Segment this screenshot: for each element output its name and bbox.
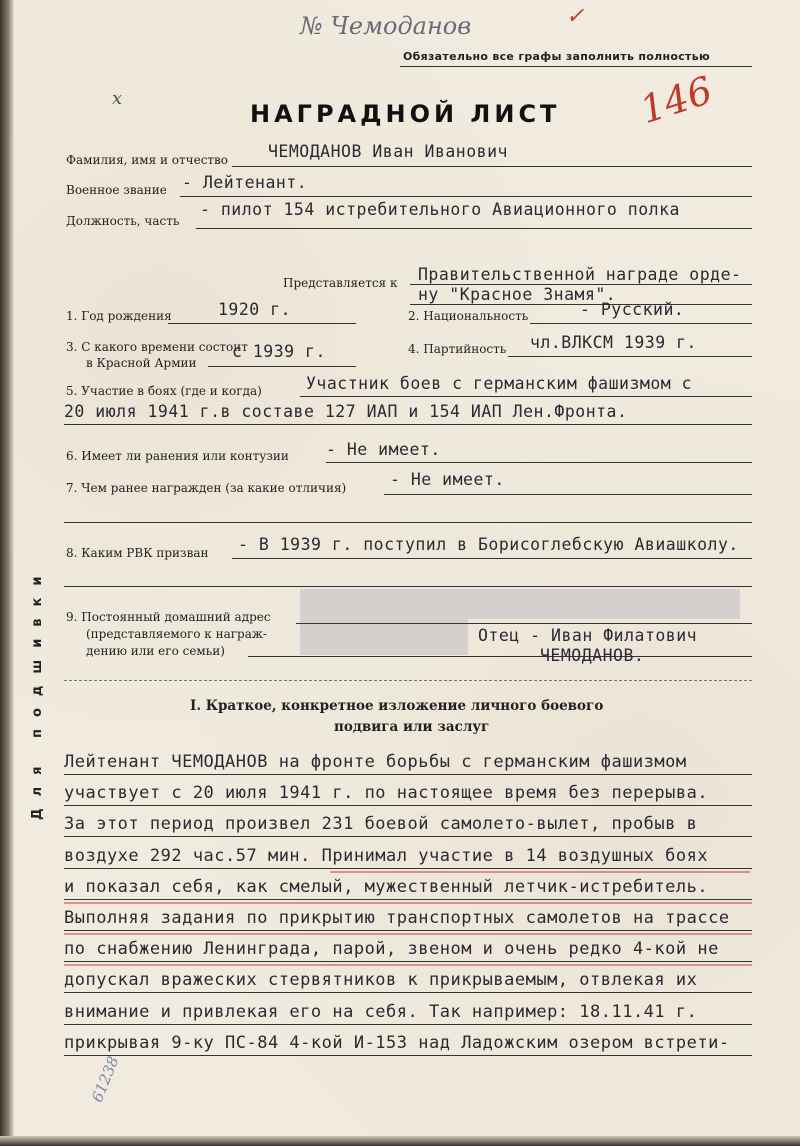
narrative-rule xyxy=(64,774,752,775)
battles-label: 5. Участие в боях (где и когда) xyxy=(66,384,262,398)
awards-value: - Не имеет. xyxy=(390,470,505,489)
position-line xyxy=(196,228,752,229)
party-value: чл.ВЛКСМ 1939 г. xyxy=(530,333,697,352)
narrative-line: внимание и привлекая его на себя. Так например: 18.11.41 г. xyxy=(64,1001,698,1022)
narrative-line: участвует с 20 июля 1941 г. по настоящее время без перерыва. xyxy=(64,783,709,804)
wounds-line xyxy=(326,462,752,463)
red-pencil-underline xyxy=(64,964,752,966)
archive-mark-x: x xyxy=(112,88,123,109)
red-check-mark: ✓ xyxy=(566,4,585,29)
rvk-line-1 xyxy=(232,558,752,559)
battles-line-1 xyxy=(300,396,752,397)
page-bottom-edge xyxy=(0,1136,800,1146)
rank-line xyxy=(180,196,752,197)
address-value-2: ЧЕМОДАНОВ. xyxy=(540,646,645,665)
binding-side-text: Для подшивки xyxy=(30,564,45,820)
battles-value-2: 20 июля 1941 г.в составе 127 ИАП и 154 ИАП Лен.Фронта. xyxy=(64,402,628,421)
narrative-line: Выполняя задания по прикрытию транспортных самолетов на трассе xyxy=(64,908,730,928)
red-pencil-underline xyxy=(64,902,752,904)
narrative-rule xyxy=(64,899,752,900)
page-title: НАГРАДНОЙ ЛИСТ xyxy=(250,100,561,128)
birth-label: 1. Год рождения xyxy=(66,309,172,323)
battles-value-1: Участник боев с германским фашизмом с xyxy=(306,374,693,393)
army-value: с 1939 г. xyxy=(232,342,326,361)
narrative-line: воздухе 292 час.57 мин. Принимал участие в 14 воздушных боях xyxy=(64,845,709,866)
red-pencil-underline xyxy=(64,933,752,935)
fill-all-notice: Обязательно все графы заполнить полностью xyxy=(403,50,710,63)
rvk-value: - В 1939 г. поступил в Борисоглебскую Авиашколу. xyxy=(238,535,739,554)
name-line xyxy=(232,166,752,167)
army-line xyxy=(208,366,356,367)
redacted-address-block-2 xyxy=(300,619,468,655)
address-label-1: 9. Постоянный домашний адрес xyxy=(66,610,271,624)
page-left-edge xyxy=(0,0,14,1146)
rvk-line-2 xyxy=(64,586,752,587)
position-label: Должность, часть xyxy=(66,214,180,228)
wounds-value: - Не имеет. xyxy=(326,440,441,459)
party-line xyxy=(508,356,752,357)
section-heading-1: I. Краткое, конкретное изложение личного боевого xyxy=(190,698,604,714)
narrative-line: допускал вражеских стервятников к прикрываемым, отвлекая их xyxy=(64,970,698,991)
narrative-rule xyxy=(64,930,752,931)
narrative-line: по снабжению Ленинграда, парой, звеном и очень редко 4-кой не xyxy=(64,939,719,960)
rvk-label: 8. Каким РВК призван xyxy=(66,546,209,560)
narrative-rule xyxy=(64,805,752,806)
redacted-address-block-1 xyxy=(300,589,740,619)
address-line-1 xyxy=(296,623,752,624)
nationality-value: - Русский. xyxy=(580,300,685,319)
address-label-2: (представляемого к награж- xyxy=(86,627,267,641)
narrative-rule xyxy=(64,868,752,869)
narrative-line: Лейтенант ЧЕМОДАНОВ на фронте борьбы с германским фашизмом xyxy=(64,752,687,772)
name-label: Фамилия, имя и отчество xyxy=(66,153,229,167)
position-value: - пилот 154 истребительного Авиационного полка xyxy=(200,200,680,219)
nationality-label: 2. Национальность xyxy=(408,309,529,323)
narrative-rule xyxy=(64,1024,752,1025)
address-line-2 xyxy=(248,656,752,657)
birth-line xyxy=(168,323,356,324)
party-label: 4. Партийность xyxy=(408,342,507,356)
address-label-3: дению или его семьи) xyxy=(86,644,225,658)
awards-line-2 xyxy=(64,522,752,523)
handwritten-name-top: № Чемоданов xyxy=(300,12,472,40)
wounds-label: 6. Имеет ли ранения или контузии xyxy=(66,449,289,463)
army-label-1: 3. С какого времени состоит xyxy=(66,340,248,354)
narrative-line: и показал себя, как смелый, мужественный летчик-истребитель. xyxy=(64,876,709,897)
red-number-mark: 146 xyxy=(634,67,718,133)
archive-number-stamp: 61238 xyxy=(88,1053,123,1105)
awards-line-1 xyxy=(384,494,752,495)
section-heading-2: подвига или заслуг xyxy=(334,719,490,735)
narrative-rule xyxy=(64,992,752,993)
nationality-line xyxy=(530,323,752,324)
narrative-rule xyxy=(64,961,752,962)
red-pencil-underline xyxy=(330,871,750,873)
nominated-value-2: ну "Красное Знамя". xyxy=(418,285,617,304)
narrative-line: За этот период произвел 231 боевой самолето-вылет, пробыв в xyxy=(64,814,698,835)
name-value: ЧЕМОДАНОВ Иван Иванович xyxy=(268,142,508,161)
notice-underline xyxy=(400,66,752,67)
address-value-1: Отец - Иван Филатович xyxy=(478,626,698,645)
rank-value: - Лейтенант. xyxy=(182,173,308,192)
nominated-label: Представляется к xyxy=(283,276,398,290)
nominated-value-1: Правительственной награде орде- xyxy=(418,265,742,284)
battles-line-2 xyxy=(64,424,752,425)
army-label-2: в Красной Армии xyxy=(86,356,197,370)
narrative-rule xyxy=(64,836,752,837)
awards-label: 7. Чем ранее награжден (за какие отличия) xyxy=(66,481,347,495)
section-divider xyxy=(64,680,752,681)
birth-value: 1920 г. xyxy=(218,300,292,319)
rank-label: Военное звание xyxy=(66,183,167,197)
narrative-line: прикрывая 9-ку ПС-84 4-кой И-153 над Ладожским озером встрети- xyxy=(64,1032,730,1053)
narrative-rule xyxy=(64,1055,752,1056)
